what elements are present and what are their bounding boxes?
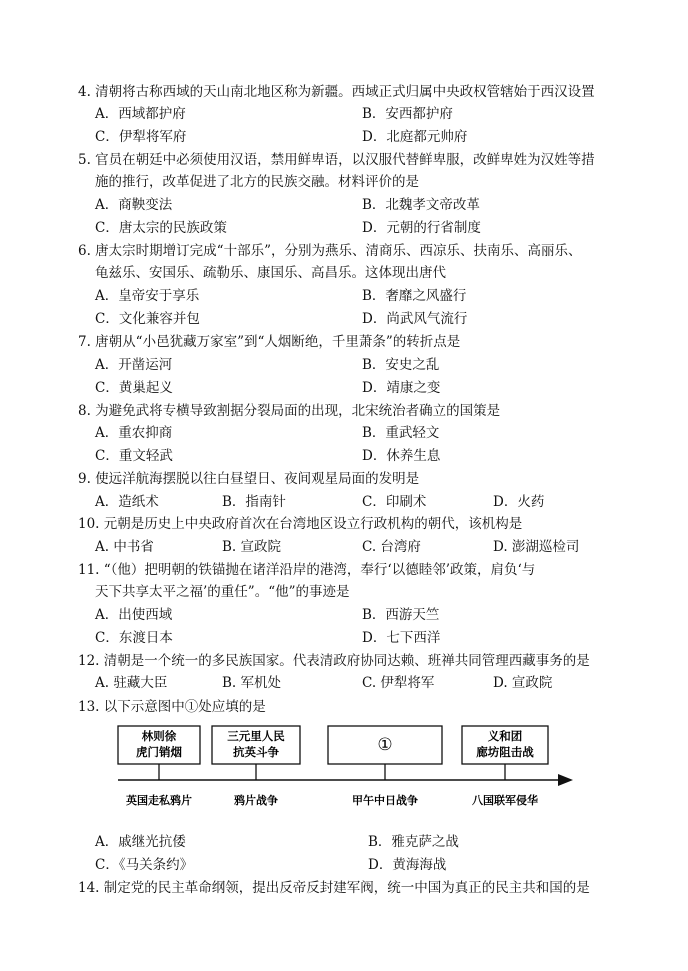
question-stem-cont: 龟兹乐、安国乐、疏勒乐、康国乐、高昌乐。这体现出唐代	[95, 265, 446, 281]
option-b: B．重武轻文	[362, 425, 440, 441]
timeline-event-label: 甲午中日战争	[352, 794, 418, 807]
option-d: D. 澎湖巡检司	[493, 539, 580, 555]
question-stem: 5. 官员在朝廷中必须使用汉语，禁用鲜卑语，以汉服代替鲜卑服，改鲜卑姓为汉姓等措	[78, 152, 595, 168]
option-d: D．元朝的行省制度	[362, 220, 481, 236]
option-a: A．造纸术	[95, 494, 159, 510]
option-a: A．商鞅变法	[95, 197, 173, 213]
option-d: D．北庭都元帅府	[362, 129, 468, 145]
blank-marker: ①	[377, 735, 393, 755]
option-c: C．唐太宗的民族政策	[95, 220, 227, 236]
option-b: B．奢靡之风盛行	[362, 288, 467, 304]
option-b: B. 军机处	[222, 675, 282, 691]
option-b: B．雅克萨之战	[368, 834, 459, 850]
event-box-text: 义和团	[487, 729, 523, 743]
option-c: C．伊犁将军府	[95, 129, 187, 145]
option-a: A．皇帝安于享乐	[95, 288, 200, 304]
question-stem: 13. 以下示意图中①处应填的是	[78, 699, 266, 715]
timeline-event-label: 鸦片战争	[234, 794, 278, 807]
event-box-text: 廊坊阻击战	[476, 745, 534, 759]
option-d: D．休养生息	[362, 448, 441, 464]
option-a: A．戚继光抗倭	[95, 834, 186, 850]
option-d: D．火药	[493, 494, 545, 510]
question-stem: 9. 使远洋航海摆脱以往白昼望日、夜间观星局面的发明是	[78, 471, 420, 487]
option-b: B．北魏孝文帝改革	[362, 197, 480, 213]
question-stem: 8. 为避免武将专横导致割据分裂局面的出现，北宋统治者确立的国策是	[78, 403, 501, 419]
option-b: B．安西都护府	[362, 106, 453, 122]
event-box-text: 抗英斗争	[233, 745, 279, 759]
option-b: B. 宣政院	[222, 539, 282, 555]
option-d: D．靖康之变	[362, 380, 441, 396]
question-stem-cont: 天下共享太平之福’的重任”。“他”的事迹是	[95, 584, 350, 600]
option-a: A．重农抑商	[95, 425, 173, 441]
option-a: A. 中书省	[95, 539, 154, 555]
option-d: D．七下西洋	[362, 630, 441, 646]
event-box-text: 林则徐	[141, 729, 177, 743]
option-c: C．印刷术	[362, 494, 427, 510]
option-b: B．安史之乱	[362, 357, 440, 373]
option-c: C．《马关条约》	[95, 857, 194, 873]
option-a: A．开凿运河	[95, 357, 173, 373]
option-c: C. 伊犁将军	[362, 675, 435, 691]
timeline-diagram	[100, 720, 580, 820]
option-c: C. 台湾府	[362, 539, 421, 555]
option-d: D. 宣政院	[493, 675, 553, 691]
option-a: A．西域都护府	[95, 106, 186, 122]
option-c: C．重文轻武	[95, 448, 173, 464]
option-b: B．西游天竺	[362, 607, 440, 623]
question-stem-cont: 施的推行，改革促进了北方的民族交融。材料评价的是	[95, 174, 419, 190]
option-d: D．黄海海战	[368, 857, 447, 873]
option-c: C．文化兼容并包	[95, 311, 200, 327]
option-c: C．黄巢起义	[95, 380, 173, 396]
option-d: D．尚武风气流行	[362, 311, 468, 327]
question-stem: 14. 制定党的民主革命纲领，提出反帝反封建军阀，统一中国为真正的民主共和国的是	[78, 880, 590, 896]
question-stem: 4. 清朝将古称西域的天山南北地区称为新疆。西域正式归属中央政权管辖始于西汉设置	[78, 84, 595, 100]
question-stem: 11. “（他）把明朝的铁锚抛在诸洋沿岸的港湾，奉行‘以德睦邻’政策，肩负‘与	[78, 562, 536, 578]
timeline-event-label: 英国走私鸦片	[126, 794, 192, 807]
option-c: C．东渡日本	[95, 630, 173, 646]
question-stem: 6. 唐太宗时期增订完成“十部乐”，分别为燕乐、清商乐、西凉乐、扶南乐、高丽乐、	[78, 243, 582, 259]
option-a: A. 驻藏大臣	[95, 675, 168, 691]
option-a: A．出使西域	[95, 607, 173, 623]
question-stem: 10. 元朝是历史上中央政府首次在台湾地区设立行政机构的朝代，该机构是	[78, 516, 523, 532]
event-box-text: 虎门销烟	[136, 745, 182, 759]
question-stem: 12. 清朝是一个统一的多民族国家。代表清政府协同达赖、班禅共同管理西藏事务的是	[78, 653, 590, 669]
question-stem: 7. 唐朝从“小邑犹藏万家室”到“人烟断绝，千里萧条”的转折点是	[78, 334, 461, 350]
event-box-text: 三元里人民	[227, 729, 285, 743]
timeline-event-label: 八国联军侵华	[472, 794, 538, 807]
option-b: B．指南针	[222, 494, 286, 510]
